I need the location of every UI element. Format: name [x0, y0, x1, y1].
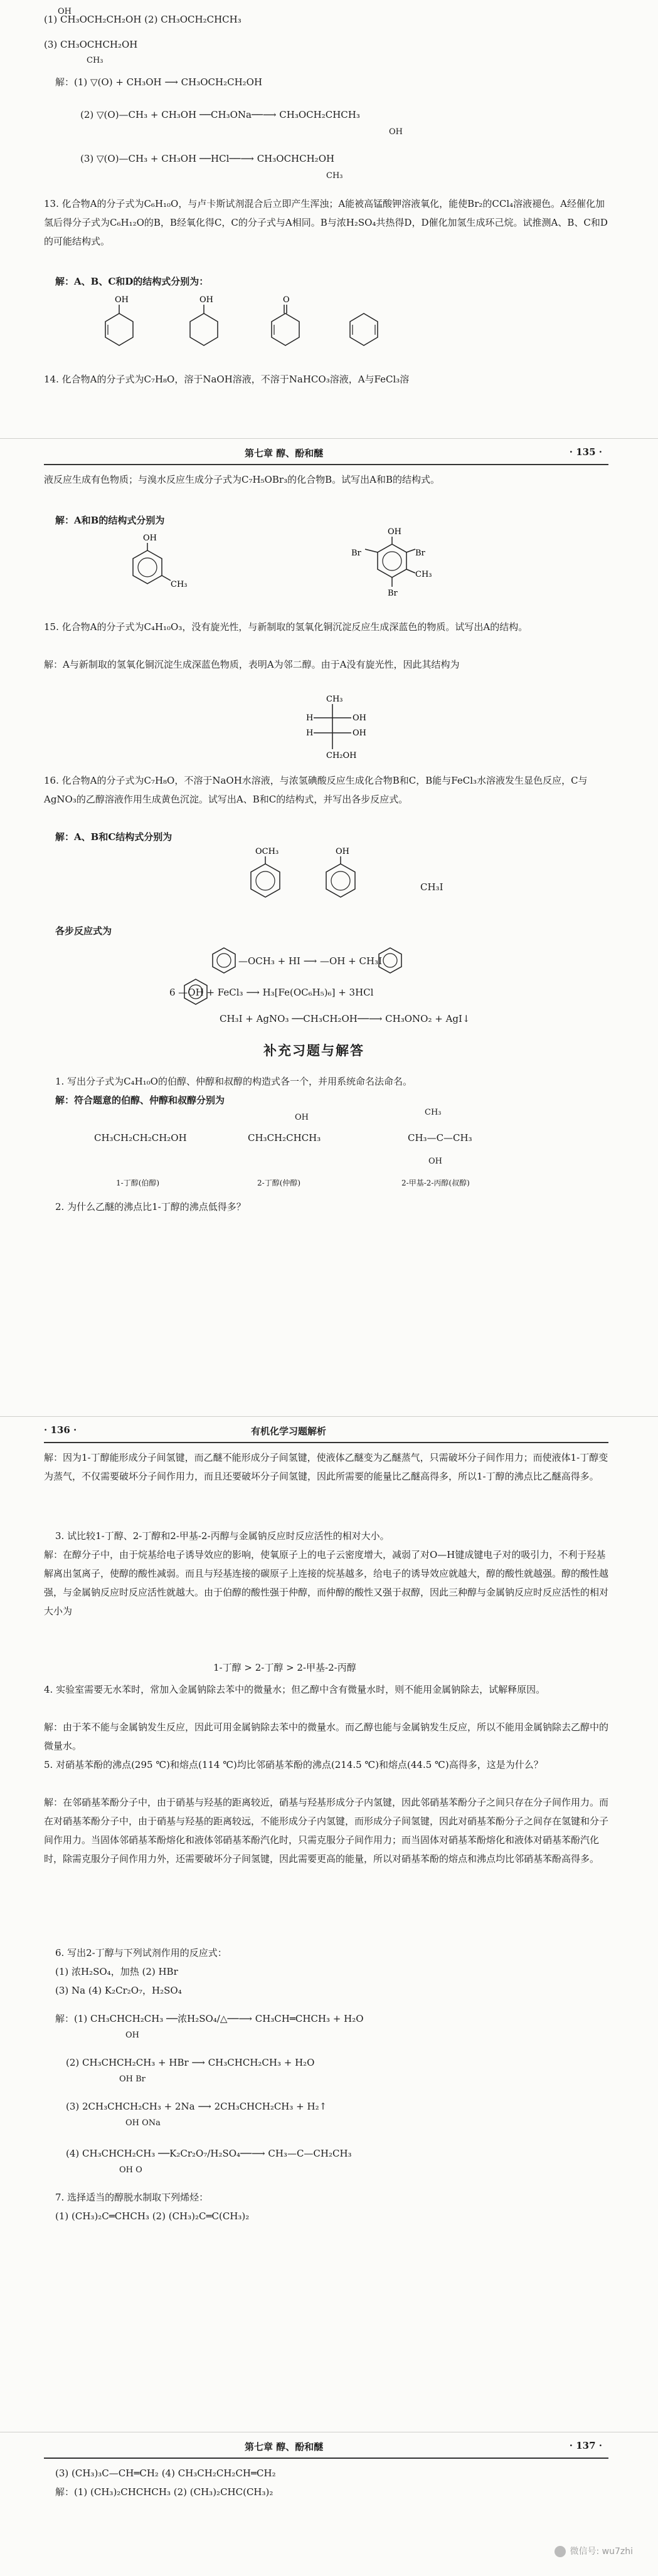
wechat-watermark [555, 2545, 633, 2557]
supp-question-5: 5. 对硝基苯酚的沸点(295 ℃)和熔点(114 ℃)均比邻硝基苯酚的沸点(214.5 ℃)和熔点(44.5 ℃)高得多，这是为什么？ [44, 1759, 543, 1770]
question-16: 16. 化合物A的分子式为C₇H₈O，不溶于NaOH水溶液，与浓氢碘酸反应生成化合物B和C，B能与FeCl₃水溶液发生显色反应，C与AgNO₃的乙醇溶液作用生成黄色沉淀。试写出A、B和C的结构式，并写出各步反应式。 [44, 775, 588, 805]
page-2 [0, 439, 658, 1417]
equation-3: (3) 2CH₃CHCH₂CH₃ + 2Na ⟶ 2CH₃CHCH₂CH₃ + H₂↑ [66, 2101, 327, 2112]
ch3-label: CH₃ [425, 1108, 442, 1117]
question-14: 14. 化合物A的分子式为C₇H₈O，溶于NaOH溶液，不溶于NaHCO₃溶液，A与FeCl₃溶 [44, 374, 410, 385]
structure-d-cyclohexadiene [342, 295, 386, 351]
svg-text:CH₃: CH₃ [415, 570, 432, 579]
svg-text:OH: OH [115, 295, 129, 305]
section-title: 补充习题与解答 [263, 1043, 364, 1058]
page-number: · 135 · [569, 446, 602, 458]
substituent-labels: OH O [119, 2165, 142, 2175]
page-number: · 136 · [44, 1424, 77, 1436]
substituent-labels: OH ONa [125, 2118, 161, 2128]
svg-text:H: H [306, 713, 314, 723]
answer-line-1: (1) CH₃OCH₂CH₂OH (2) CH₃OCH₂CHCH₃ [44, 14, 241, 25]
supp-question-1: 1. 写出分子式为C₄H₁₀O的伯醇、仲醇和叔醇的构造式各一个，并用系统命名法命名。 [55, 1076, 412, 1087]
reaction-1: —OCH₃ + HI ⟶ —OH + CH₃I [238, 955, 382, 967]
equation-4: (4) CH₃CHCH₂CH₃ ──K₂Cr₂O₇/H₂SO₄──⟶ CH₃—C—CH₂CH₃ [66, 2148, 352, 2159]
question-14-answer: 解：A和B的结构式分别为 [55, 515, 165, 526]
benzene-ring-icon [210, 947, 238, 974]
answer-line-3: (3) CH₃OCHCH₂OH [44, 39, 138, 50]
svg-text:OH: OH [353, 728, 366, 738]
svg-text:OH: OH [336, 847, 349, 856]
solution-2: (2) ▽(O)—CH₃ + CH₃OH ──CH₃ONa──⟶ CH₃OCH₂CHCH₃ [80, 109, 360, 120]
reaction-3: CH₃I + AgNO₃ ──CH₃CH₂OH──⟶ CH₃ONO₂ + AgI↓ [220, 1013, 470, 1024]
supp-question-4: 4. 实验室需要无水苯时，常加入金属钠除去苯中的微量水；但乙醇中含有微量水时，则不能用金属钠除去，试解释原因。 [44, 1684, 546, 1695]
structure-c-cyclohexenone [263, 295, 307, 351]
structure-a-cyclohexenol [97, 295, 141, 351]
equation-2: (2) CH₃CHCH₂CH₃ + HBr ⟶ CH₃CHCH₂CH₃ + H₂O [66, 2057, 315, 2068]
chapter-title: 第七章 醇、酚和醚 [245, 448, 324, 459]
reaction-steps-label: 各步反应式为 [55, 925, 112, 937]
supp-answer-7: 解：(1) (CH₃)₂CHCHCH₃ (2) (CH₃)₂CHC(CH₃)₂ [55, 2486, 273, 2498]
watermark-text: 微信号: wu7zhi [570, 2547, 633, 2557]
supp-question-6-options-2: (3) Na (4) K₂Cr₂O₇，H₂SO₄ [55, 1985, 182, 1996]
oh-label: OH [389, 127, 403, 137]
book-title: 有机化学习题解析 [251, 1426, 327, 1437]
solution-1: 解：(1) ▽(O) + CH₃OH ⟶ CH₃OCH₂CH₂OH [55, 76, 263, 88]
svg-text:OH: OH [199, 295, 213, 305]
svg-text:OH: OH [388, 527, 401, 537]
structure-anisole [241, 846, 292, 909]
supp-question-7-options-2: (3) (CH₃)₃C—CH═CH₂ (4) CH₃CH₂CH₂CH═CH₂ [55, 2468, 276, 2479]
svg-text:Br: Br [388, 589, 398, 598]
question-13-answer: 解：A、B、C和D的结构式分别为： [55, 276, 209, 287]
supp-question-6: 6. 写出2-丁醇与下列试剂作用的反应式： [55, 1947, 227, 1958]
structure-butanetriol [295, 693, 370, 762]
page-header [44, 1417, 608, 1443]
svg-text:OH: OH [143, 534, 157, 543]
svg-text:Br: Br [415, 549, 425, 558]
supp-answer-2: 解：因为1-丁醇能形成分子间氢键，而乙醚不能形成分子间氢键，使液体乙醚变为乙醚蒸气，只需破坏分子间作用力；而使液体1-丁醇变为蒸气，不仅需要破坏分子间作用力，而且还要破坏分子间氢键，因此所需要的能量比乙醚高得多，所以1-丁醇的沸点比乙醚高得多。 [44, 1452, 608, 1482]
ch3-label: CH₃ [326, 171, 343, 181]
oh-label: OH [428, 1157, 442, 1166]
secondary-alcohol: CH₃CH₂CHCH₃ [248, 1132, 321, 1143]
svg-text:H: H [306, 728, 314, 738]
supp-answer-4: 解：由于苯不能与金属钠发生反应，因此可用金属钠除去苯中的微量水。而乙醇也能与金属钠发生反应，所以不能用金属钠除去乙醇中的微量水。 [44, 1722, 609, 1752]
svg-text:OCH₃: OCH₃ [255, 847, 279, 856]
supp-question-7-options: (1) (CH₃)₂C═CHCH₃ (2) (CH₃)₂C═C(CH₃)₂ [55, 2211, 250, 2222]
oh-label: OH [295, 1113, 309, 1122]
structure-b-cyclohexanol [182, 295, 226, 351]
svg-text:O: O [283, 295, 290, 305]
ch3-label: CH₃ [87, 56, 103, 65]
supp-question-7: 7. 选择适当的醇脱水制取下列烯烃： [55, 2192, 209, 2203]
svg-text:CH₃: CH₃ [171, 580, 188, 589]
page-header [44, 439, 608, 465]
page-number: · 137 · [569, 2440, 602, 2451]
question-15-answer: 解：A与新制取的氢氧化铜沉淀生成深蓝色物质，表明A为邻二醇。由于A没有旋光性，因此其结构为 [44, 659, 460, 670]
supp-answer-5: 解：在邻硝基苯酚分子中，由于硝基与羟基的距离较近，硝基与羟基形成分子内氢键，因此邻硝基苯酚分子之间只存在分子间作用力。而在对硝基苯酚分子中，由于硝基与羟基的距离较远，不能形成分子内氢键，而形成分子间氢键，因此对硝基苯酚分子之间存在氢键和分子间作用力。当固体邻硝基苯酚熔化和液体邻硝基苯酚汽化时，只需克服分子间作用力；而当固体对硝基苯酚熔化和液体对硝基苯酚汽化时，除需克服分子间作用力外，还需要破坏分子间氢键，因此需要更高的能量，所以对硝基苯酚的熔点和沸点均比邻硝基苯酚高得多。 [44, 1797, 609, 1864]
supp-question-1-answer: 解：符合题意的伯醇、仲醇和叔醇分别为 [55, 1095, 225, 1106]
name-2-butanol: 2-丁醇(仲醇) [257, 1179, 301, 1187]
svg-text:CH₂OH: CH₂OH [326, 751, 357, 760]
ch3i-label: CH₃I [420, 881, 443, 893]
equation-1: 解：(1) CH₃CHCH₂CH₃ ──浓H₂SO₄/△──⟶ CH₃CH═CHCH₃ + H₂O [55, 2013, 364, 2024]
page-3 [0, 1417, 658, 2432]
page-1 [0, 0, 658, 439]
solution-3: (3) ▽(O)—CH₃ + CH₃OH ──HCl──⟶ CH₃OCHCH₂OH [80, 153, 335, 164]
structure-m-cresol [125, 533, 194, 596]
substituent-labels: OH Br [119, 2074, 146, 2084]
svg-text:OH: OH [353, 713, 366, 723]
supp-question-3: 3. 试比较1-丁醇、2-丁醇和2-甲基-2-丙醇与金属钠反应时反应活性的相对大小。 [55, 1530, 390, 1542]
primary-alcohol: CH₃CH₂CH₂CH₂OH [94, 1132, 187, 1143]
chapter-title: 第七章 醇、酚和醚 [245, 2441, 324, 2452]
supp-answer-3: 解：在醇分子中，由于烷基给电子诱导效应的影响，使氧原子上的电子云密度增大，减弱了对O—H键成键电子对的吸引力，不利于羟基解离出氢离子，使醇的酸性减弱。而且与羟基连接的碳原子上连接的烷基越多，给电子的诱导效应就越大，醇的酸性就越强。醇的酸性越强，与金属钠反应时反应活性就越大。由于伯醇的酸性强于仲醇，而仲醇的酸性又强于叔醇，因此三种醇与金属钠反应时反应活性的相对大小为 [44, 1549, 609, 1617]
name-tert-butanol: 2-甲基-2-丙醇(叔醇) [401, 1179, 470, 1187]
reaction-2: 6 —OH + FeCl₃ ⟶ H₃[Fe(OC₆H₅)₆] + 3HCl [169, 987, 374, 998]
name-1-butanol: 1-丁醇(伯醇) [116, 1179, 160, 1187]
supp-question-2: 2. 为什么乙醚的沸点比1-丁醇的沸点低得多？ [55, 1201, 246, 1212]
question-14-cont: 液反应生成有色物质；与溴水反应生成分子式为C₇H₅OBr₃的化合物B。试写出A和B的结构式。 [44, 474, 440, 485]
structure-tribromo-cresol [351, 527, 458, 608]
oh-label: OH [125, 2031, 139, 2040]
wechat-icon [555, 2546, 566, 2557]
oh-label: OH [58, 7, 72, 16]
page-4 [0, 2432, 658, 2576]
question-13: 13. 化合物A的分子式为C₆H₁₀O，与卢卡斯试剂混合后立即产生浑浊；A能被高锰酸钾溶液氧化，能使Br₂的CCl₄溶液褪色。A经催化加氢后得分子式为C₆H₁₂O的B，B经氧化得C，C的分子式与A相同。B与浓H₂SO₄共热得D，D催化加氢生成环己烷。试推测A、B、C和D的可能结构式。 [44, 198, 608, 247]
svg-text:Br: Br [351, 549, 361, 558]
question-16-answer: 解：A、B和C结构式分别为 [55, 831, 172, 843]
svg-text:CH₃: CH₃ [326, 695, 343, 704]
structure-phenol [317, 846, 367, 909]
supp-question-6-options-1: (1) 浓H₂SO₄，加热 (2) HBr [55, 1966, 178, 1977]
tertiary-alcohol: CH₃—C—CH₃ [408, 1132, 472, 1143]
reactivity-order: 1-丁醇 > 2-丁醇 > 2-甲基-2-丙醇 [213, 1662, 356, 1673]
page-header [44, 2432, 608, 2459]
question-15: 15. 化合物A的分子式为C₄H₁₀O₃，没有旋光性，与新制取的氢氧化铜沉淀反应生成深蓝色的物质。试写出A的结构。 [44, 621, 528, 633]
